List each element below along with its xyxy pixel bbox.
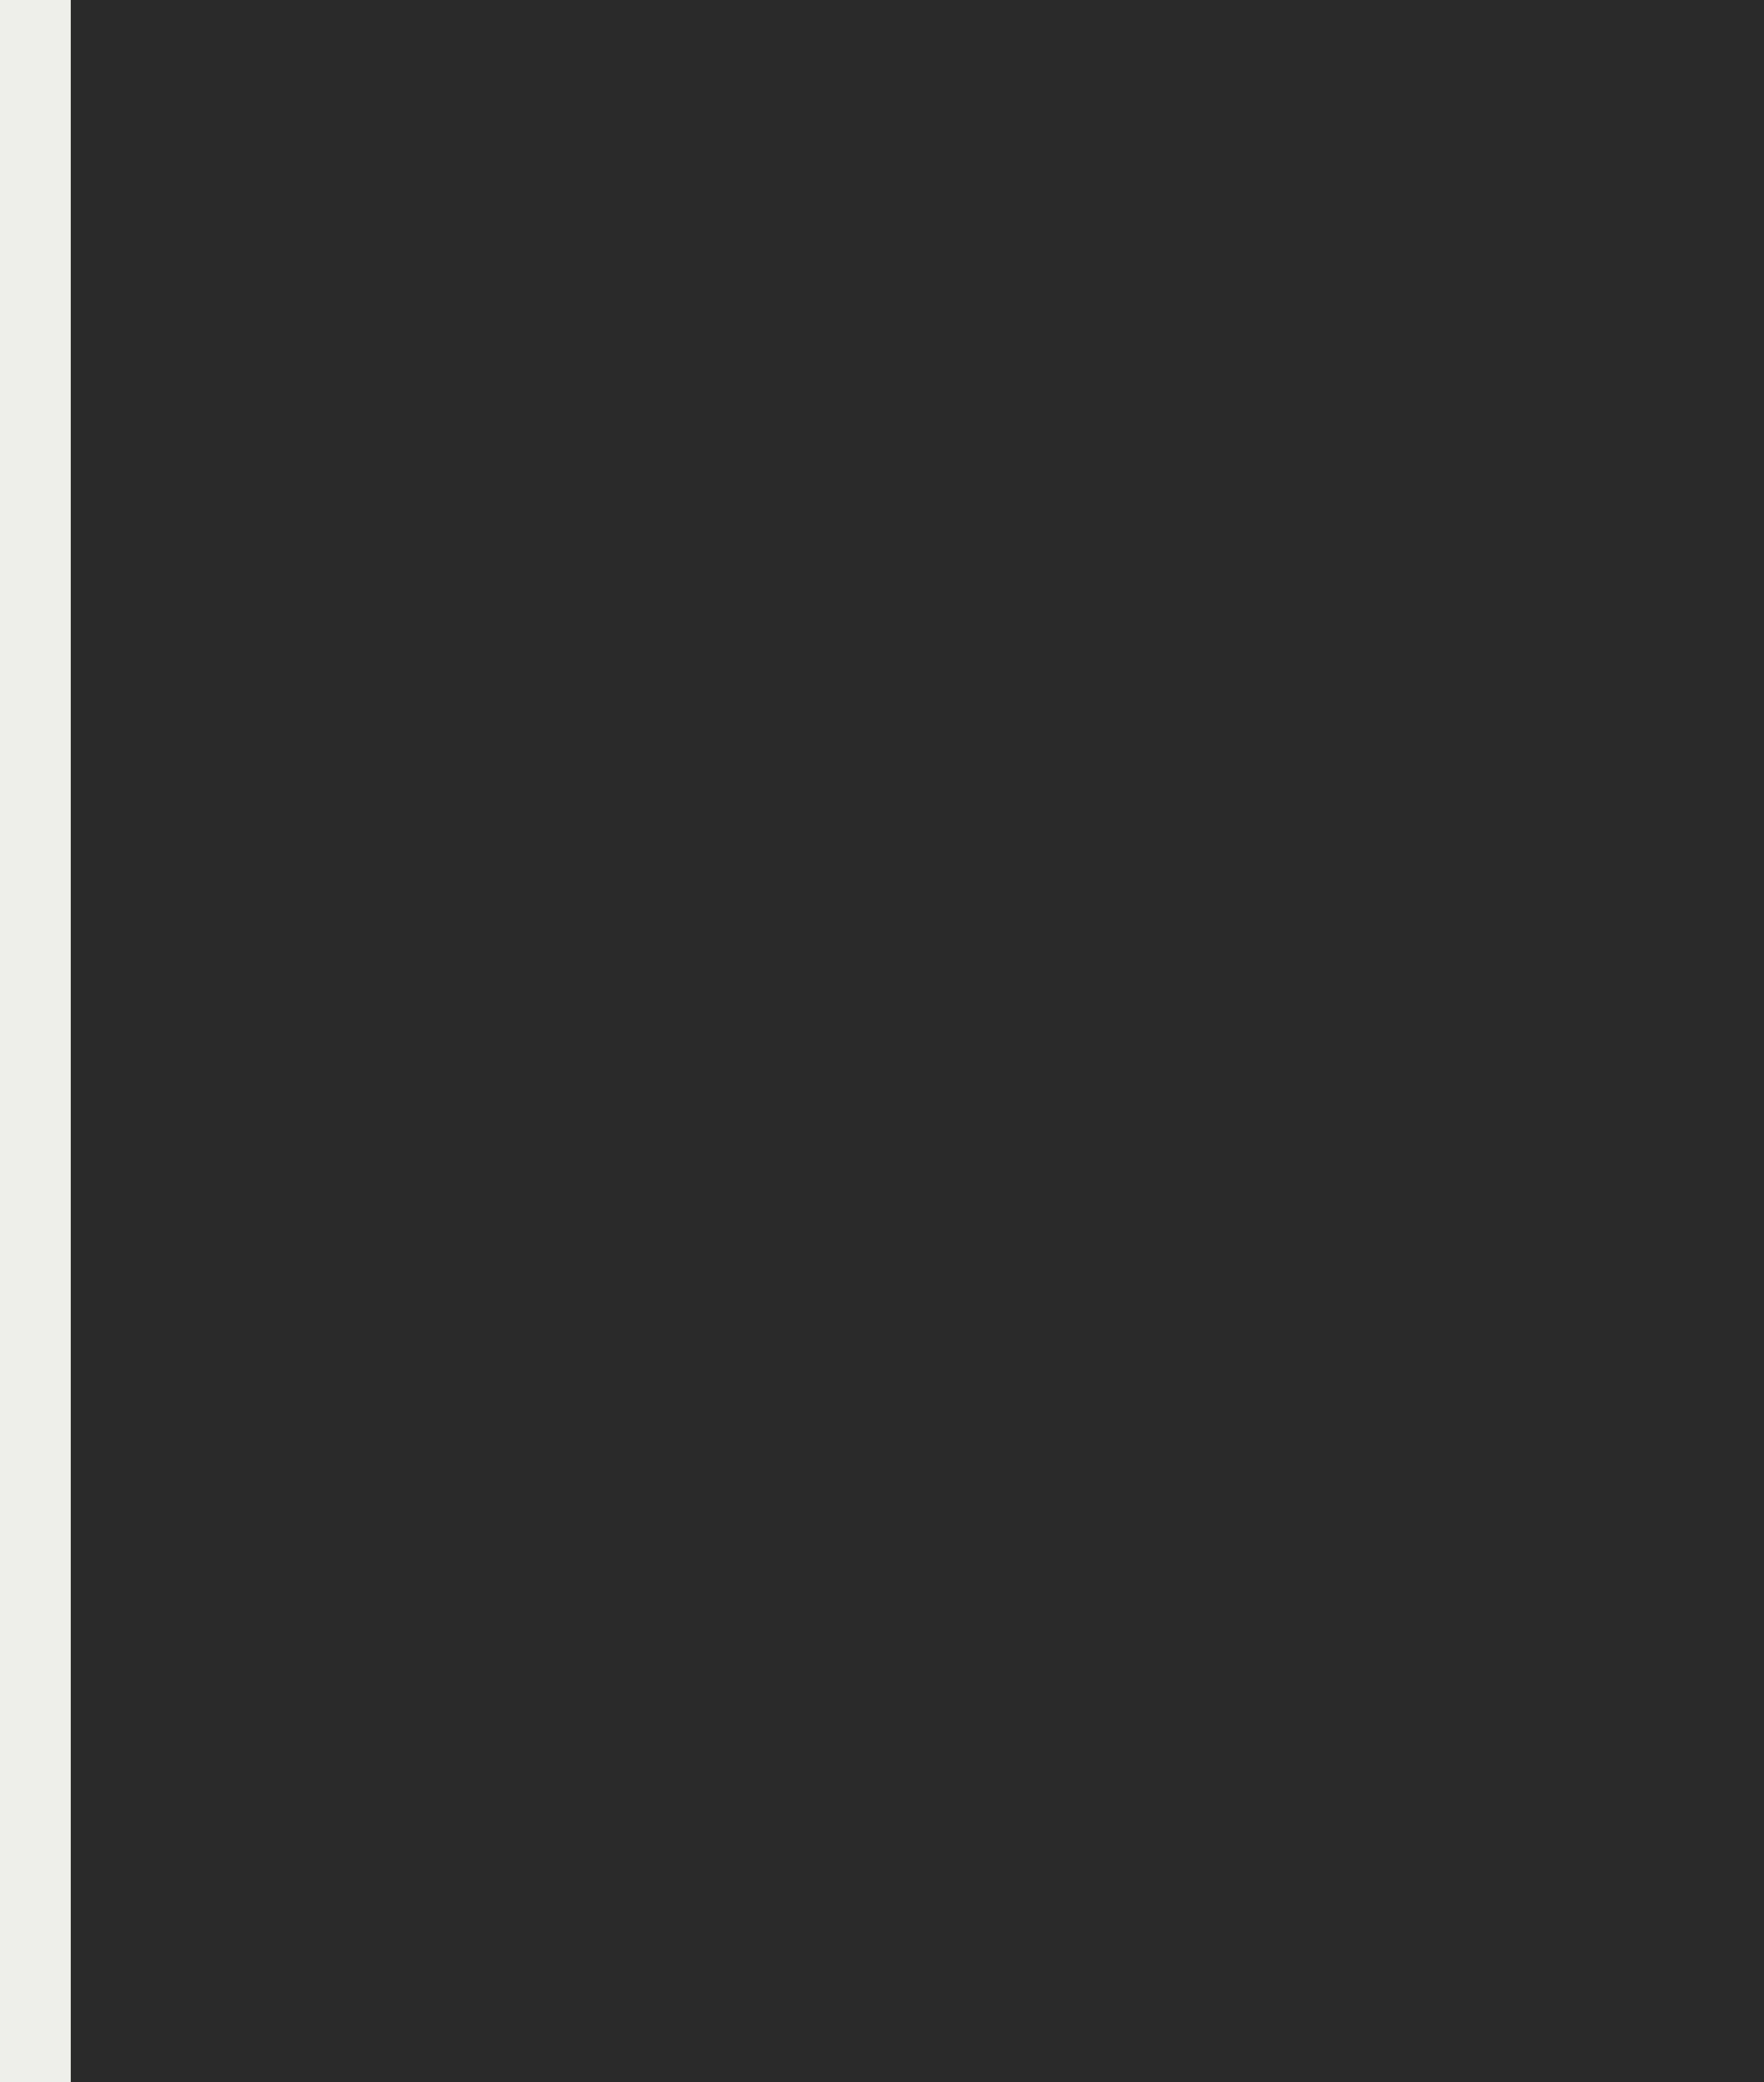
previous-page-margin	[0, 0, 71, 2082]
